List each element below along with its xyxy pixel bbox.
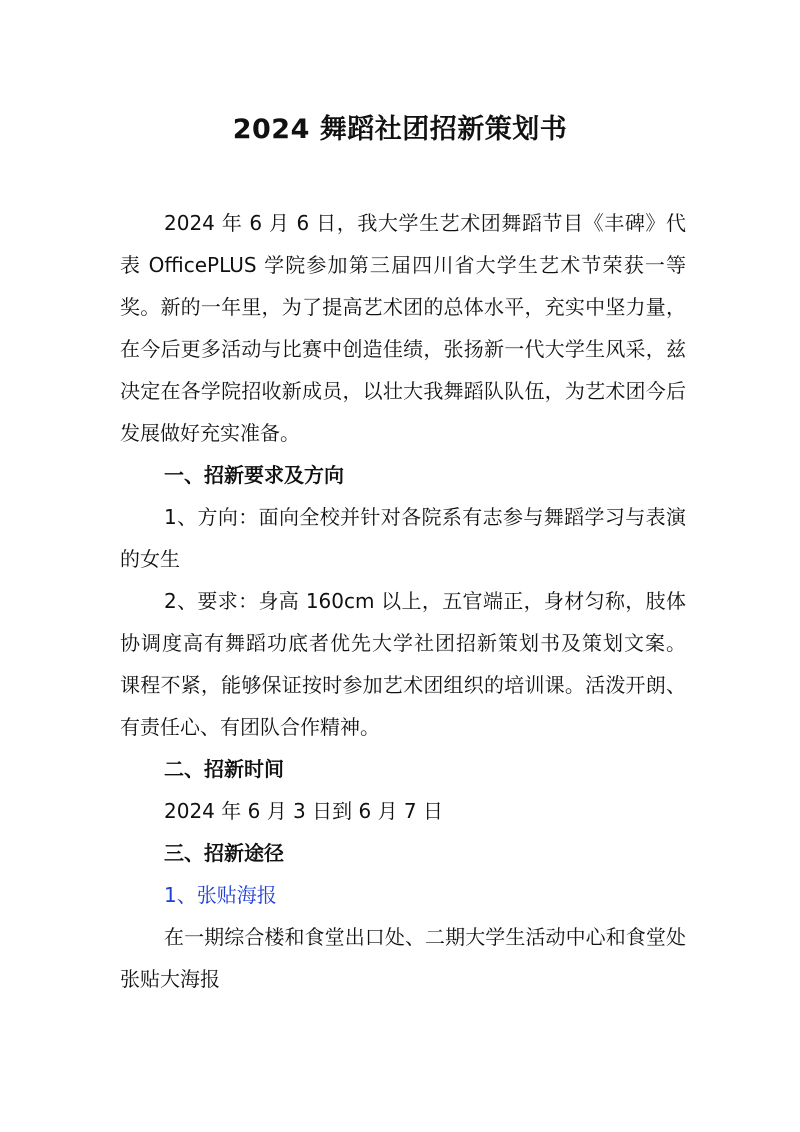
requirement-criteria: 2、要求：身高 160cm 以上，五官端正，身材匀称，肢体协调度高有舞蹈功底者优先大学社团招新策划书及策划文案。 课程不紧，能够保证按时参加艺术团组织的培训课。活泼开朗、有责任心、有团队合作精神。: [120, 589, 686, 739]
intro-paragraph: 2024 年 6 月 6 日，我大学生艺术团舞蹈节目《丰碑》代表 OfficePLUS 学院参加第三届四川省大学生艺术节荣获一等奖。新的一年里，为了提高艺术团的总体水平，充实中坚力量，在今后更多活动与比赛中创造佳绩，张扬新一代大学生风采，兹决定在各学院招收新成员，以壮大我舞蹈队队伍，为艺术团今后发展做好充实准备。: [120, 211, 686, 445]
document-body: [120, 202, 686, 1000]
subheading-posters: 1、张贴海报: [164, 883, 277, 907]
section-heading-channels: 三、招新途径: [164, 841, 284, 865]
recruitment-time: 2024 年 6 月 3 日到 6 月 7 日: [164, 799, 444, 823]
requirement-direction: 1、方向：面向全校并针对各院系有志参与舞蹈学习与表演的女生: [120, 505, 686, 571]
document-title: 2024 舞蹈社团招新策划书: [232, 114, 568, 145]
section-heading-time: 二、招新时间: [164, 757, 284, 781]
section-heading-requirements: 一、招新要求及方向: [164, 463, 344, 487]
posters-paragraph: 在一期综合楼和食堂出口处、二期大学生活动中心和食堂处张贴大海报: [120, 925, 686, 991]
